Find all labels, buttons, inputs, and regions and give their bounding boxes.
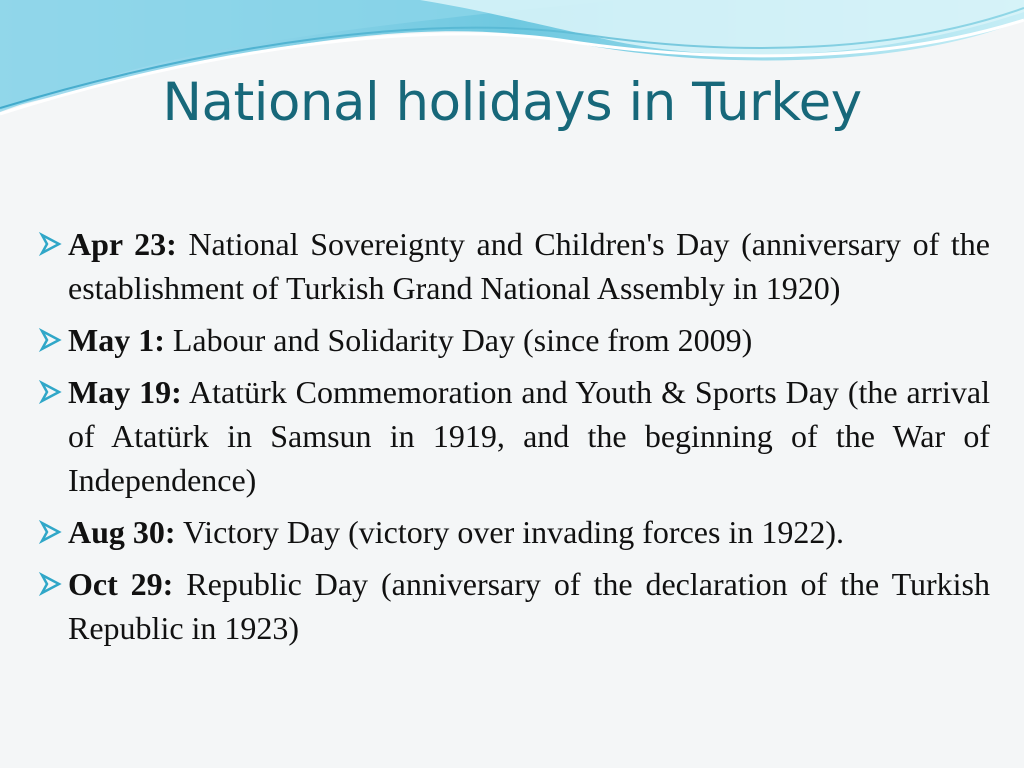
holiday-date: Apr 23: [68, 226, 177, 262]
arrow-bullet-icon [38, 380, 62, 404]
holiday-date: Oct 29: [68, 566, 174, 602]
list-item [38, 562, 990, 650]
arrow-bullet-icon [38, 520, 62, 544]
holiday-description: Victory Day (victory over invading forces in 1922). [182, 514, 844, 550]
list-item [38, 318, 990, 362]
holiday-description: National Sovereignty and Children's Day (anniversary of the establishment of Turkish Grand National Assembly in 1920) [68, 226, 991, 306]
holiday-date: May 1: [68, 322, 165, 358]
list-item [38, 510, 990, 554]
arrow-bullet-icon [38, 232, 62, 256]
holiday-description: Atatürk Commemoration and Youth & Sports Day (the arrival of Atatürk in Samsun in 1919, and the beginning of the War of Independence) [68, 374, 991, 498]
holiday-list [38, 222, 990, 658]
holiday-date: May 19: [68, 374, 182, 410]
arrow-bullet-icon [38, 572, 62, 596]
slide-title: National holidays in Turkey [162, 72, 862, 133]
holiday-date: Aug 30: [68, 514, 176, 550]
holiday-description: Republic Day (anniversary of the declaration of the Turkish Republic in 1923) [68, 566, 991, 646]
list-item [38, 370, 990, 502]
holiday-description: Labour and Solidarity Day (since from 2009) [172, 322, 753, 358]
arrow-bullet-icon [38, 328, 62, 352]
list-item [38, 222, 990, 310]
